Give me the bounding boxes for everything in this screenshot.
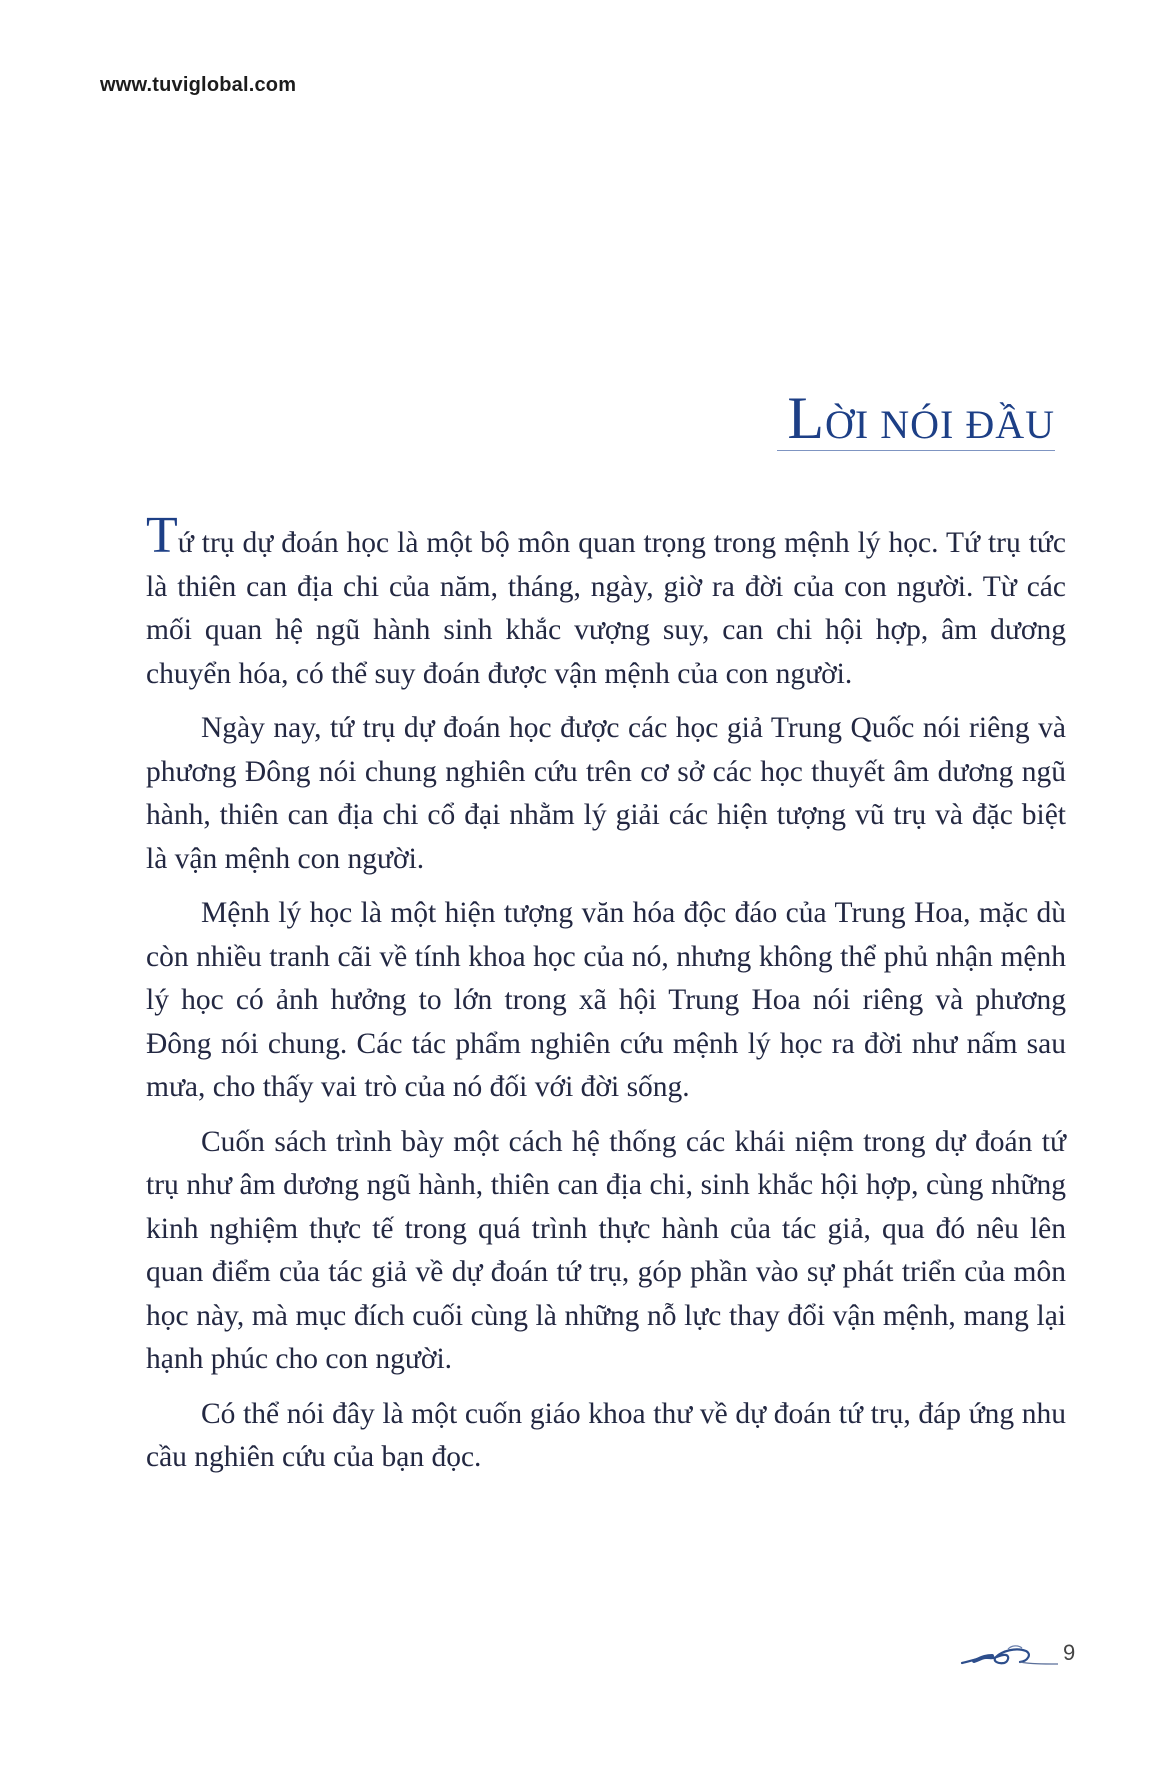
- page-footer: [960, 1637, 1078, 1677]
- title-rest: ỜI NÓI ĐẦU: [825, 402, 1055, 447]
- page-number: 9: [1063, 1640, 1076, 1665]
- paragraph-1: [146, 507, 1066, 696]
- paragraph-3: Mệnh lý học là một hiện tượng văn hóa độc đáo của Trung Hoa, mặc dù còn nhiều tranh cãi về tính khoa học của nó, nhưng không thể phủ nhận mệnh lý học có ảnh hưởng to lớn trong xã hội Trung Hoa nói riêng và phương Đông nói chung. Các tác phẩm nghiên cứu mệnh lý học ra đời như nấm sau mưa, cho thấy vai trò của nó đối với đời sống.: [146, 897, 1066, 1103]
- paragraph-1-text: ứ trụ dự đoán học là một bộ môn quan trọng trong mệnh lý học. Tứ trụ tức là thiên can địa chi của năm, tháng, ngày, giờ ra đời của con người. Từ các mối quan hệ ngũ hành sinh khắc vượng suy, can chi hội hợp, âm dương chuyển hóa, có thể suy đoán được vận mệnh của con người.: [146, 527, 1066, 690]
- body-text: [146, 507, 1066, 1491]
- title-initial: L: [787, 385, 826, 451]
- website-watermark: www.tuviglobal.com: [100, 74, 297, 96]
- paragraph-4: Cuốn sách trình bày một cách hệ thống các khái niệm trong dự đoán tứ trụ như âm dương ngũ hành, thiên can địa chi, sinh khắc hội hợp, cùng những kinh nghiệm thực tế trong quá trình thực hành của tác giả, qua đó nêu lên quan điểm của tác giả về dự đoán tứ trụ, góp phần vào sự phát triển của môn học này, mà mục đích cuối cùng là những nỗ lực thay đổi vận mệnh, mang lại hạnh phúc cho con người.: [146, 1125, 1066, 1375]
- brush-stroke-ornament-icon: [960, 1637, 1060, 1671]
- chapter-title: [777, 385, 1055, 451]
- drop-cap: T: [146, 507, 178, 564]
- paragraph-5: Có thể nói đây là một cuốn giáo khoa thư về dự đoán tứ trụ, đáp ứng nhu cầu nghiên cứu của bạn đọc.: [146, 1397, 1066, 1473]
- paragraph-2: Ngày nay, tứ trụ dự đoán học được các học giả Trung Quốc nói riêng và phương Đông nói chung nghiên cứu trên cơ sở các học thuyết âm dương ngũ hành, thiên can địa chi cổ đại nhằm lý giải các hiện tượng vũ trụ và đặc biệt là vận mệnh con người.: [146, 712, 1066, 875]
